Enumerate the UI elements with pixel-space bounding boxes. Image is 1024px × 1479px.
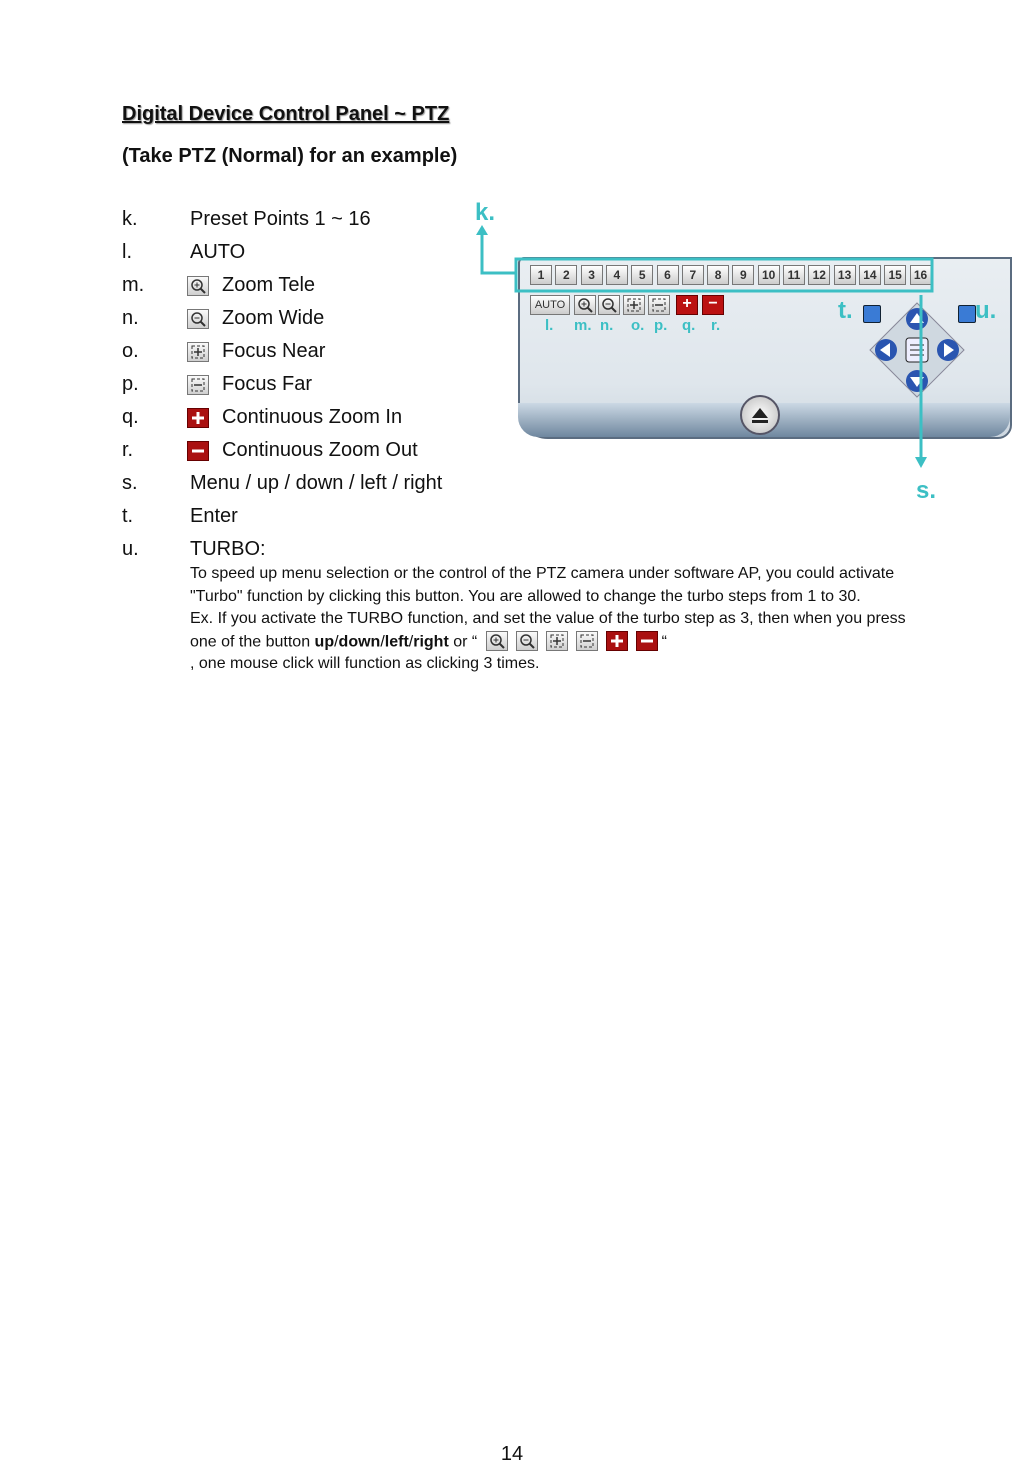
item-label: Zoom Wide	[222, 307, 325, 329]
list-item	[122, 505, 542, 535]
button-right-text: right	[413, 632, 449, 650]
auto-button[interactable]: AUTO	[530, 295, 570, 315]
turbo-description	[190, 563, 920, 676]
ptz-panel-figure	[470, 195, 1015, 505]
item-letter: q.	[122, 406, 139, 428]
item-letter: l.	[122, 241, 132, 263]
minus-red-icon	[187, 439, 209, 461]
item-label: Menu / up / down / left / right	[190, 472, 443, 494]
item-label: Enter	[190, 505, 238, 527]
button-down-text: down	[338, 632, 381, 650]
small-callout: o.	[631, 317, 645, 334]
item-label: Continuous Zoom Out	[222, 439, 418, 461]
zoom-in-icon	[187, 274, 209, 296]
item-letter: p.	[122, 373, 139, 395]
separator: /	[334, 632, 339, 650]
preset-button-3[interactable]: 3	[581, 265, 603, 285]
focus-near-icon	[546, 631, 568, 651]
plus-red-icon	[187, 406, 209, 428]
preset-button-4[interactable]: 4	[606, 265, 628, 285]
small-callout: l.	[545, 317, 554, 334]
preset-button-9[interactable]: 9	[732, 265, 754, 285]
preset-button-11[interactable]: 11	[783, 265, 805, 285]
focus-far-icon	[576, 631, 598, 651]
callout-k: k.	[475, 199, 496, 226]
or-text: or “	[448, 632, 478, 650]
preset-button-7[interactable]: 7	[682, 265, 704, 285]
page-subheading: (Take PTZ (Normal) for an example)	[122, 145, 458, 167]
turbo-desc-line3: , one mouse click will function as clicking 3 times.	[190, 655, 540, 673]
callout-t: t.	[838, 297, 853, 324]
preset-button-16[interactable]: 16	[910, 265, 932, 285]
item-label: Zoom Tele	[222, 274, 316, 296]
callout-u: u.	[975, 297, 997, 324]
item-letter: k.	[122, 208, 138, 230]
button-left-text: left	[384, 632, 409, 650]
separator: /	[380, 632, 385, 650]
turbo-desc-line1: To speed up menu selection or the control of the PTZ camera under software AP, you could activate "Turbo" function by clicking this button. You are allowed to change the turbo steps from 1 to 30.	[190, 565, 895, 605]
focus-far-icon	[187, 373, 209, 395]
preset-button-15[interactable]: 15	[884, 265, 906, 285]
focus-near-icon	[187, 340, 209, 362]
callout-s: s.	[916, 477, 937, 504]
item-letter: s.	[122, 472, 138, 494]
item-letter: o.	[122, 340, 139, 362]
separator: /	[408, 632, 414, 650]
item-label: AUTO	[190, 241, 246, 263]
preset-button-5[interactable]: 5	[631, 265, 653, 285]
item-label: Focus Near	[222, 340, 326, 362]
minus-red-icon	[636, 631, 658, 651]
item-letter: r.	[122, 439, 134, 461]
zoom-out-icon	[187, 307, 209, 329]
preset-button-13[interactable]: 13	[834, 265, 856, 285]
item-label: Continuous Zoom In	[222, 406, 403, 428]
item-label: TURBO:	[190, 538, 266, 560]
plus-red-icon	[606, 631, 628, 651]
close-quote: “	[661, 632, 667, 650]
zoom-out-icon	[516, 631, 538, 651]
preset-button-1[interactable]: 1	[530, 265, 552, 285]
small-callout: m.	[574, 317, 592, 334]
small-callout: p.	[654, 317, 668, 334]
preset-button-14[interactable]: 14	[859, 265, 881, 285]
continuous-zoom-in-button[interactable]: +	[676, 295, 698, 315]
item-letter: t.	[122, 505, 134, 527]
page-number: 14	[500, 1443, 524, 1465]
small-callout: q.	[682, 317, 696, 334]
item-label: Preset Points 1 ~ 16	[190, 208, 371, 230]
preset-button-6[interactable]: 6	[657, 265, 679, 285]
small-callout: n.	[600, 317, 614, 334]
callout-lines	[470, 195, 1015, 505]
inline-icon-group	[482, 631, 662, 654]
continuous-zoom-out-button[interactable]: −	[702, 295, 724, 315]
turbo-desc-line2: Ex. If you activate the TURBO function, and set the value of the turbo step as 3, then when you press one of the button	[190, 610, 906, 650]
small-callout: r.	[711, 317, 721, 334]
preset-button-8[interactable]: 8	[707, 265, 729, 285]
button-up-text: up	[314, 632, 335, 650]
item-letter: n.	[122, 307, 139, 329]
preset-button-12[interactable]: 12	[808, 265, 830, 285]
item-letter: u.	[122, 538, 139, 560]
preset-button-10[interactable]: 10	[758, 265, 780, 285]
item-label: Focus Far	[222, 373, 313, 395]
item-letter: m.	[122, 274, 145, 296]
page-heading: Digital Device Control Panel ~ PTZ	[122, 103, 450, 125]
preset-button-2[interactable]: 2	[555, 265, 577, 285]
zoom-in-icon	[486, 631, 508, 651]
